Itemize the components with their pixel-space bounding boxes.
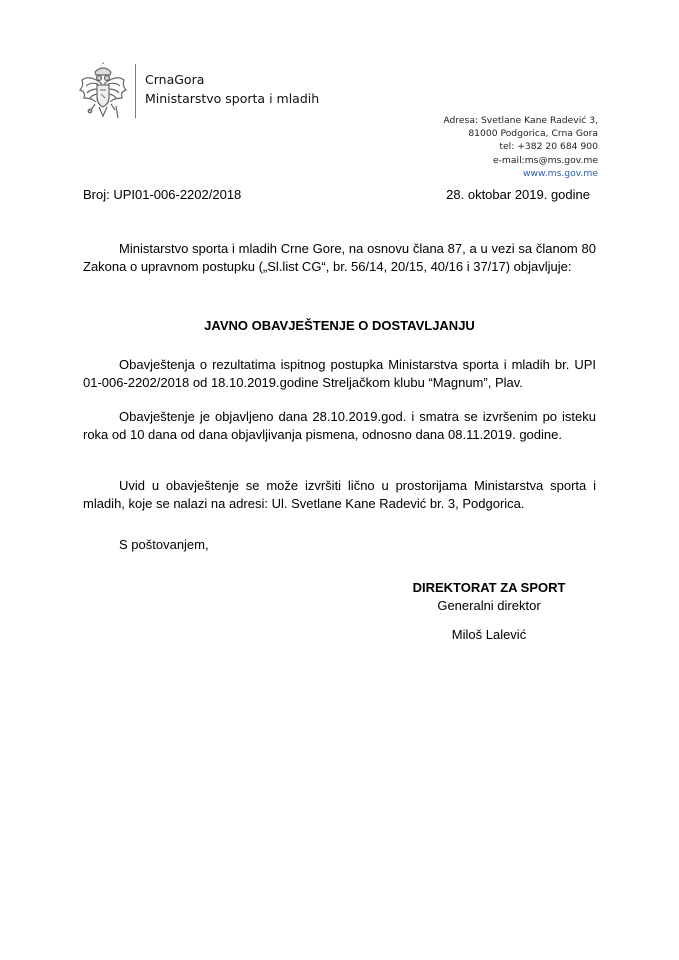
closing-greeting: S poštovanjem,: [119, 537, 209, 552]
document-date: 28. oktobar 2019. godine: [446, 187, 590, 202]
address-email: e-mail:ms@ms.gov.me: [492, 154, 598, 166]
address-city: 81000 Podgorica, Crna Gora: [468, 128, 598, 140]
signature-position: Generalni direktor: [437, 598, 541, 613]
intro-paragraph: Ministarstvo sporta i mladih Crne Gore, na osnovu člana 87, a u vezi sa članom 80 Zakona o upravnom postupku („Sl.list CG“, br. 56/14, 20/15, 40/16 i 37/17) objavljuje:: [83, 241, 596, 274]
body-paragraph-1: Obavještenja o rezultatima ispitnog postupka Ministarstva sporta i mladih br. UPI 01-006-2202/2018 od 18.10.2019.godine Streljačkom klubu “Magnum”, Plav.: [83, 357, 596, 390]
signature-organization: DIREKTORAT ZA SPORT: [412, 580, 566, 595]
coat-of-arms-icon: [78, 62, 128, 120]
address-block: [443, 114, 598, 180]
body-paragraph-3: Uvid u obavještenje se može izvršiti lično u prostorijama Ministarstva sporta i mladih, koje se nalazi na adresi: Ul. Svetlane Kane Radević br. 3, Podgorica.: [83, 478, 596, 511]
country-name: CrnaGora: [145, 72, 205, 87]
reference-number: Broj: UPI01-006-2202/2018: [83, 187, 242, 202]
address-tel: tel: +382 20 684 900: [499, 141, 598, 153]
document-title: JAVNO OBAVJEŠTENJE O DOSTAVLJANJU: [204, 318, 475, 333]
address-street: Adresa: Svetlane Kane Radević 3,: [443, 115, 598, 126]
signature-name: Miloš Lalević: [451, 627, 527, 642]
body-paragraph-2: Obavještenje je objavljeno dana 28.10.2019.god. i smatra se izvršenim po isteku roka od 10 dana od dana objavljivanja pismena, odnosno dana 08.11.2019. godine.: [83, 409, 596, 442]
letterhead-text: [145, 70, 319, 108]
signature-block: [392, 579, 586, 644]
website-link[interactable]: www.ms.gov.me: [523, 167, 598, 179]
ministry-name: Ministarstvo sporta i mladih: [145, 91, 320, 106]
letterhead-divider: [135, 64, 136, 118]
